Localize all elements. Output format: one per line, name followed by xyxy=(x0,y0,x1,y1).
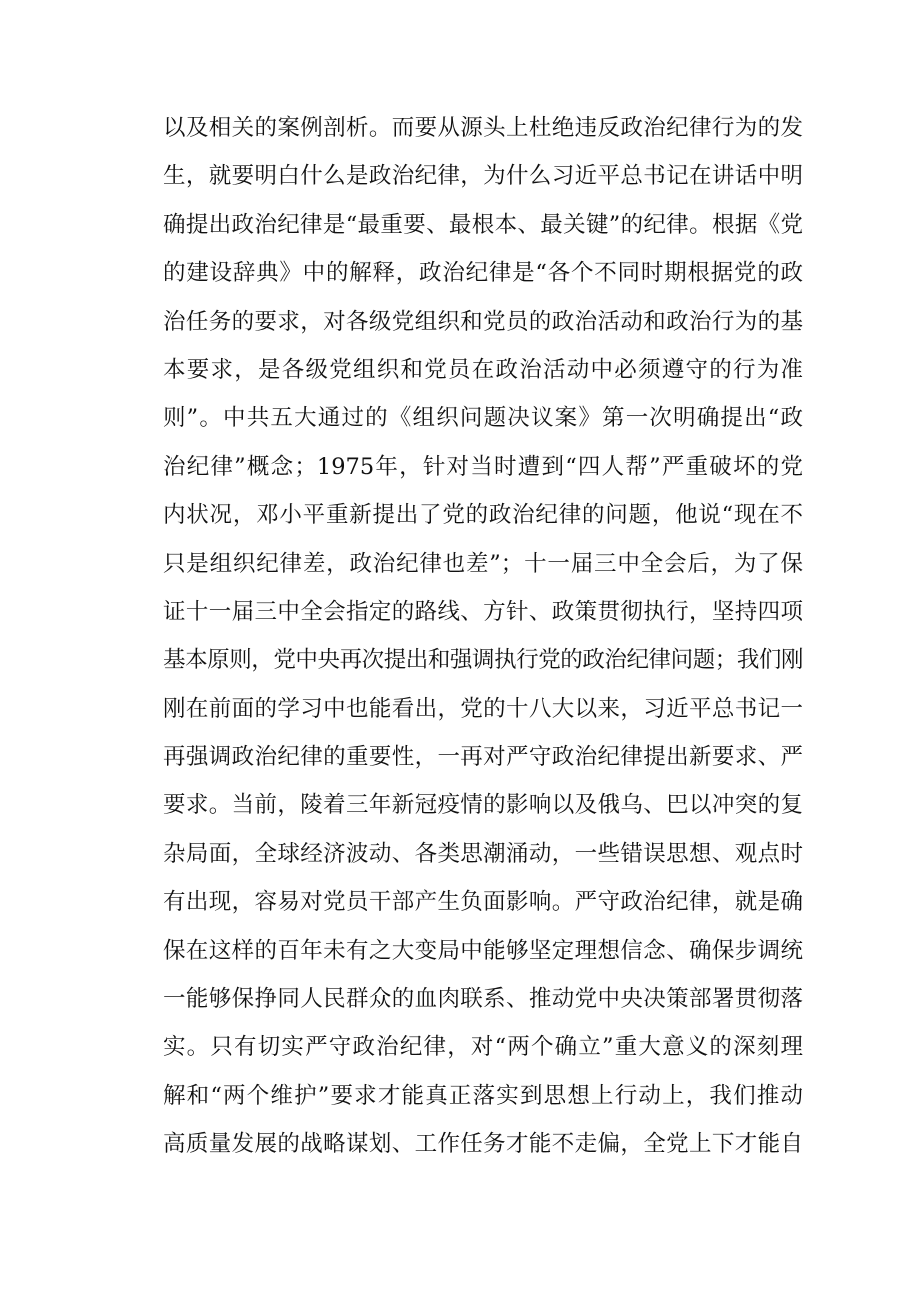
text-line-10: 只是组织纪律差，政治纪律也差”；十一届三中全会后，为了保 xyxy=(163,550,803,577)
text-line-20: 实。只有切实严守政治纪律，对“两个确立”重大意义的深刻理 xyxy=(163,1034,803,1061)
text-line-8: 治纪律”概念；1975年，针对当时遭到“四人帮”严重破坏的党 xyxy=(163,453,803,480)
text-line-5: 治任务的要求，对各级党组织和党员的政治活动和政治行为的基 xyxy=(163,308,803,335)
text-line-22: 高质量发展的战略谋划、工作任务才能不走偏，全党上下才能自 xyxy=(163,1131,803,1158)
text-line-14: 再强调政治纪律的重要性，一再对严守政治纪律提出新要求、严 xyxy=(163,744,803,771)
text-line-4: 的建设辞典》中的解释，政治纪律是“各个不同时期根据党的政 xyxy=(163,260,803,287)
text-line-17: 有出现，容易对党员干部产生负面影响。严守政治纪律，就是确 xyxy=(163,889,803,916)
body-paragraph xyxy=(163,104,803,1169)
text-line-6: 本要求，是各级党组织和党员在政治活动中必须遵守的行为准 xyxy=(163,356,803,383)
text-line-7: 则”。中共五大通过的《组织问题决议案》第一次明确提出“政 xyxy=(163,405,803,432)
text-line-15: 要求。当前，陵着三年新冠疫情的影响以及俄乌、巴以冲突的复 xyxy=(163,792,803,819)
text-line-21: 解和“两个维护”要求才能真正落实到思想上行动上，我们推动 xyxy=(163,1082,803,1109)
text-line-11: 证十一届三中全会指定的路线、方针、政策贯彻执行，坚持四项 xyxy=(163,598,803,625)
text-line-19: 一能够保挣同人民群众的血肉联系、推动党中央决策部署贯彻落 xyxy=(163,986,803,1013)
text-line-9: 内状况，邓小平重新提出了党的政治纪律的问题，他说“现在不 xyxy=(163,502,803,529)
text-line-3: 确提出政治纪律是“最重要、最根本、最关键”的纪律。根据《党 xyxy=(163,211,803,238)
text-line-1: 以及相关的案例剖析。而要从源头上杜绝违反政治纪律行为的发 xyxy=(163,115,803,141)
text-line-2: 生，就要明白什么是政治纪律，为什么习近平总书记在讲话中明 xyxy=(163,163,803,190)
text-line-13: 刚在前面的学习中也能看出，党的十八大以来，习近平总书记一 xyxy=(163,695,803,722)
text-line-12: 基本原则，党中央再次提出和强调执行党的政治纪律问题；我们刚 xyxy=(163,647,803,674)
text-line-18: 保在这样的百年未有之大变局中能够坚定理想信念、确保步调统 xyxy=(163,937,803,964)
text-line-16: 杂局面，全球经济波动、各类思潮涌动，一些错误思想、观点时 xyxy=(163,840,803,867)
